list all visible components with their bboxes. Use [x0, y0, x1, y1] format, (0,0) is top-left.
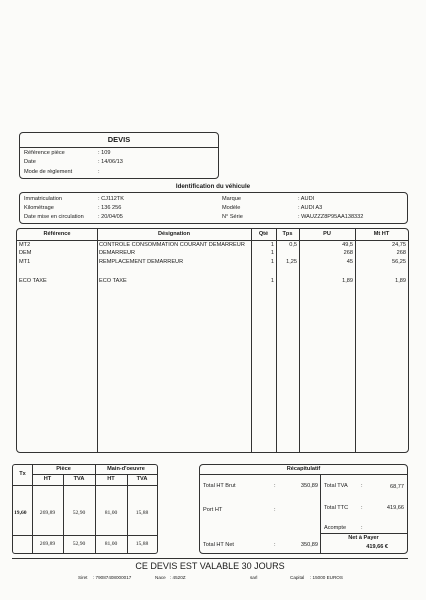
table-row-ref: MT1 — [19, 259, 31, 265]
tva-total-piece-tva: 52,90 — [72, 541, 86, 547]
footer-siret: : 79087408000017 — [93, 575, 132, 580]
col-header-pu: PU — [323, 231, 331, 237]
recap-label-ttc: Total TTC — [324, 505, 349, 511]
devis-label-date: Date — [24, 159, 36, 165]
recap-value-ttc: 419,66 — [386, 505, 404, 511]
table-row-designation: CONTROLE CONSOMMATION COURANT DEMARREUR — [99, 242, 245, 248]
vehicle-value-modele: : AUDI A3 — [298, 205, 323, 211]
vehicle-label-modele: Modèle — [222, 205, 241, 211]
table-row-designation: REMPLACEMENT DEMARREUR — [99, 259, 184, 265]
recap-value-ht-brut: 350,89 — [300, 483, 318, 489]
footer-capital-label: Capital — [290, 575, 305, 580]
recap-label-tva: Total TVA — [324, 483, 348, 489]
tva-total-mo-ht: 81,00 — [104, 541, 118, 547]
items-table — [16, 228, 409, 453]
table-row-mt: 24,75 — [392, 242, 406, 248]
col-header-mt: Mt HT — [373, 231, 390, 237]
vehicle-label-immat: Immatriculation — [24, 196, 62, 202]
devis-value-ref: : 109 — [98, 150, 111, 156]
table-row-qte: 1 — [270, 242, 274, 248]
vehicle-value-immat: : CJ112TK — [98, 196, 125, 202]
tva-header-mo-ht: HT — [107, 476, 115, 482]
table-row-ref: ECO TAXE — [19, 278, 47, 284]
recap-value-net: 419,66 € — [366, 544, 388, 550]
tva-piece-ht: 269,89 — [39, 510, 56, 516]
vehicle-label-km: Kilométrage — [24, 205, 54, 211]
vehicle-label-date: Date mise en circulation — [24, 214, 84, 220]
table-row-designation: DEMARREUR — [99, 250, 136, 256]
table-row-mt: 268 — [396, 250, 406, 256]
footer-capital: : 15000 EUROS — [310, 575, 343, 580]
col-header-qte: Qté — [258, 231, 269, 237]
table-row-mt: 56,25 — [392, 259, 406, 265]
recap-label-acompte: Acompte — [324, 525, 347, 531]
recap-label-ht-net: Total HT Net — [203, 542, 234, 548]
recap-title: Récapitulatif — [286, 466, 321, 472]
tva-piece-tva: 52,90 — [72, 510, 86, 516]
table-row-pu: 268 — [343, 250, 353, 256]
tva-header-tx: Tx — [19, 471, 26, 477]
recap-label-port: Port HT — [203, 507, 223, 513]
table-row-tps: 1,25 — [286, 259, 297, 265]
footer-nace: : 4520Z — [170, 575, 186, 580]
vehicle-value-serie: : WAUZZZ8P95AA138332 — [298, 214, 364, 220]
vehicle-label-marque: Marque — [222, 196, 241, 202]
vehicle-label-serie: N° Série — [222, 214, 243, 220]
table-row-qte: 1 — [270, 250, 274, 256]
col-header-designation: Désignation — [157, 231, 190, 237]
vehicle-title: Identification du véhicule — [175, 183, 251, 190]
vehicle-value-km: : 136 256 — [98, 205, 122, 211]
table-row-tps: 0,5 — [289, 242, 297, 248]
tva-total-mo-tva: 15,88 — [135, 541, 149, 547]
validity-notice: CE DEVIS EST VALABLE 30 JOURS — [135, 561, 285, 571]
tva-rate: 19,60 — [14, 510, 27, 516]
table-row-qte: 1 — [270, 278, 274, 284]
tva-header-mo-tva: TVA — [136, 476, 148, 482]
devis-value-date: : 14/06/13 — [98, 159, 123, 165]
recap-value-ht-net: 350,89 — [300, 542, 318, 548]
col-header-ref: Référence — [43, 231, 71, 237]
footer-nace-label: Nace — [155, 575, 166, 580]
tva-mo-ht: 81,00 — [104, 510, 118, 516]
table-row-qte: 1 — [270, 259, 274, 265]
devis-label-ref: Référence pièce — [24, 150, 65, 156]
table-row-pu: 45 — [346, 259, 353, 265]
footer-sarl: sarl — [250, 575, 258, 580]
devis-value-mode: : — [98, 169, 100, 175]
table-row-ref: MT2 — [19, 242, 31, 248]
table-row-pu: 1,89 — [342, 278, 353, 284]
tva-header-piece-tva: TVA — [73, 476, 85, 482]
devis-label-mode: Mode de règlement — [24, 169, 73, 175]
tva-total-piece-ht: 269,89 — [39, 541, 56, 547]
footer-siret-label: Siret — [78, 575, 88, 580]
recap-label-net: Net à Payer — [348, 535, 379, 541]
table-row-designation: ECO TAXE — [99, 278, 127, 284]
tva-header-piece: Pièce — [56, 466, 71, 472]
recap-value-tva: 68,77 — [390, 484, 404, 490]
devis-box — [19, 132, 219, 179]
vehicle-value-date: : 20/04/05 — [98, 214, 123, 220]
vehicle-value-marque: : AUDI — [298, 196, 315, 202]
recap-label-ht-brut: Total HT Brut — [203, 483, 236, 489]
vehicle-box — [19, 192, 408, 224]
table-row-ref: DEM — [19, 250, 32, 256]
tva-mo-tva: 15,88 — [135, 510, 149, 516]
recap-table: Récapitulatif Total HT Brut : 350,89 Port HT : Total HT Net : 350,89 Total TVA : 68,77 Total TTC : 419,66 Acompte : Net à Payer 419,66 € — [199, 464, 408, 554]
tva-header-piece-ht: HT — [43, 476, 52, 482]
tva-table — [12, 464, 158, 554]
tva-header-mo: Main-d'oeuvre — [107, 466, 145, 472]
table-row-pu: 49,5 — [342, 242, 353, 248]
col-header-tps: Tps — [282, 231, 293, 237]
devis-title: DEVIS — [107, 135, 131, 144]
table-row-mt: 1,89 — [395, 278, 406, 284]
